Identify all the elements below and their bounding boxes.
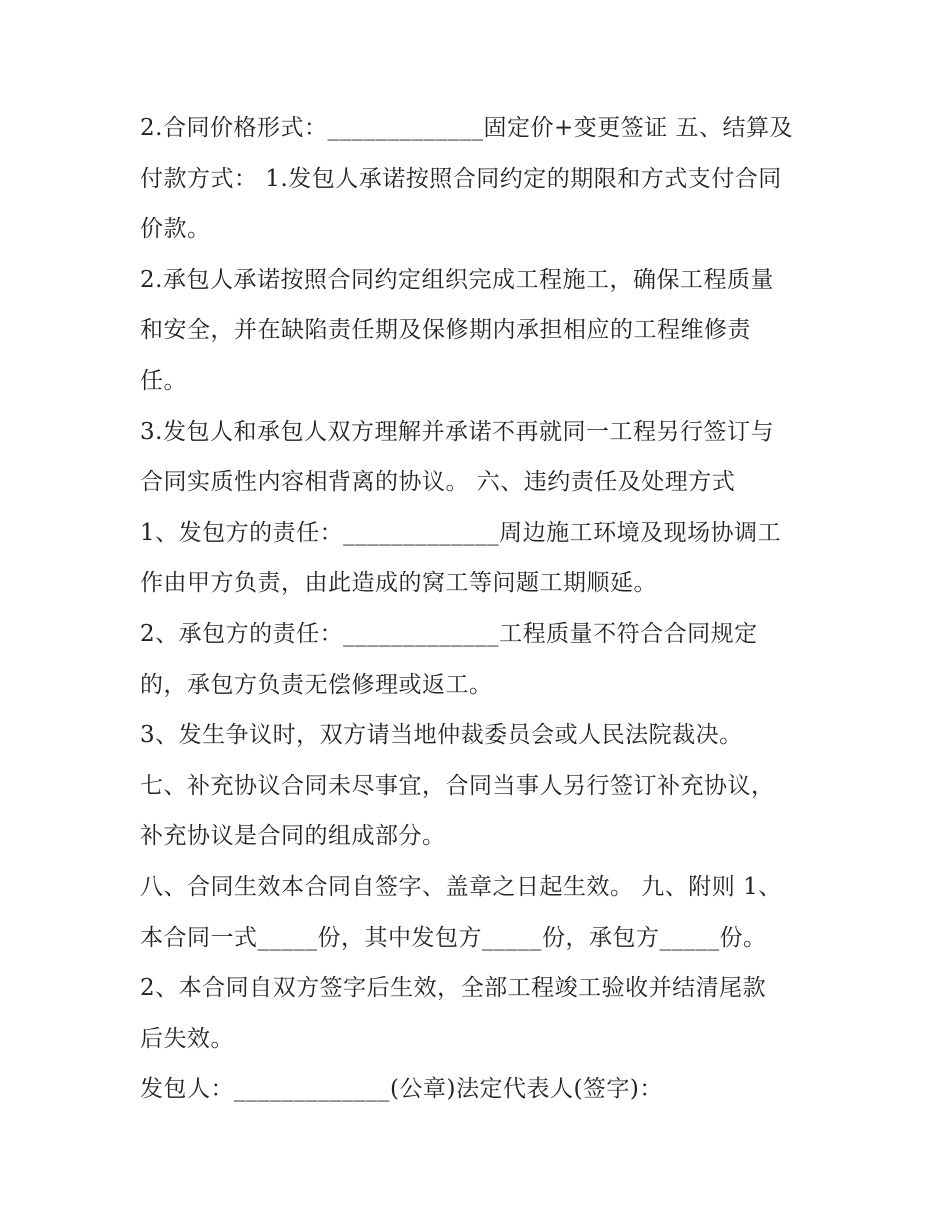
text-line: 本合同一式_____份，其中发包方_____份，承包方_____份。 bbox=[140, 924, 767, 951]
text-line: 任。 bbox=[140, 367, 187, 394]
text-line: 的，承包方负责无偿修理或返工。 bbox=[140, 671, 493, 698]
text-line: 七、补充协议合同未尽事宜，合同当事人另行签订补充协议， bbox=[140, 772, 775, 799]
text-line: 3、发生争议时，双方请当地仲裁委员会或人民法院裁决。 bbox=[140, 722, 743, 749]
signature-line: 发包人：_____________(公章)法定代表人(签字)： bbox=[140, 1076, 663, 1103]
text-line: 八、合同生效本合同自签字、盖章之日起生效。 九、附则 1、 bbox=[140, 873, 782, 900]
text-line: 后失效。 bbox=[140, 1025, 234, 1052]
text-line: 2.合同价格形式：_____________固定价+变更签证 五、结算及 bbox=[140, 115, 794, 141]
text-line: 2.承包人承诺按照合同约定组织完成工程施工，确保工程质量 bbox=[140, 266, 774, 293]
text-line: 1、发包方的责任：_____________周边施工环境及现场协调工 bbox=[140, 519, 782, 546]
text-line: 和安全，并在缺陷责任期及保修期内承担相应的工程维修责 bbox=[140, 317, 751, 344]
document-body bbox=[140, 103, 830, 1115]
text-line: 补充协议是合同的组成部分。 bbox=[140, 823, 446, 850]
text-line: 价款。 bbox=[140, 216, 211, 243]
text-line: 付款方式： 1.发包人承诺按照合同约定的期限和方式支付合同 bbox=[140, 165, 782, 192]
text-line: 3.发包人和承包人双方理解并承诺不再就同一工程另行签订与 bbox=[140, 418, 774, 445]
text-line: 作由甲方负责，由此造成的窝工等问题工期顺延。 bbox=[140, 570, 657, 597]
text-line: 2、本合同自双方签字后生效，全部工程竣工验收并结清尾款 bbox=[140, 975, 767, 1002]
text-line: 合同实质性内容相背离的协议。 六、违约责任及处理方式 bbox=[140, 469, 736, 496]
text-line: 2、承包方的责任：_____________工程质量不符合合同规定 bbox=[140, 620, 758, 647]
